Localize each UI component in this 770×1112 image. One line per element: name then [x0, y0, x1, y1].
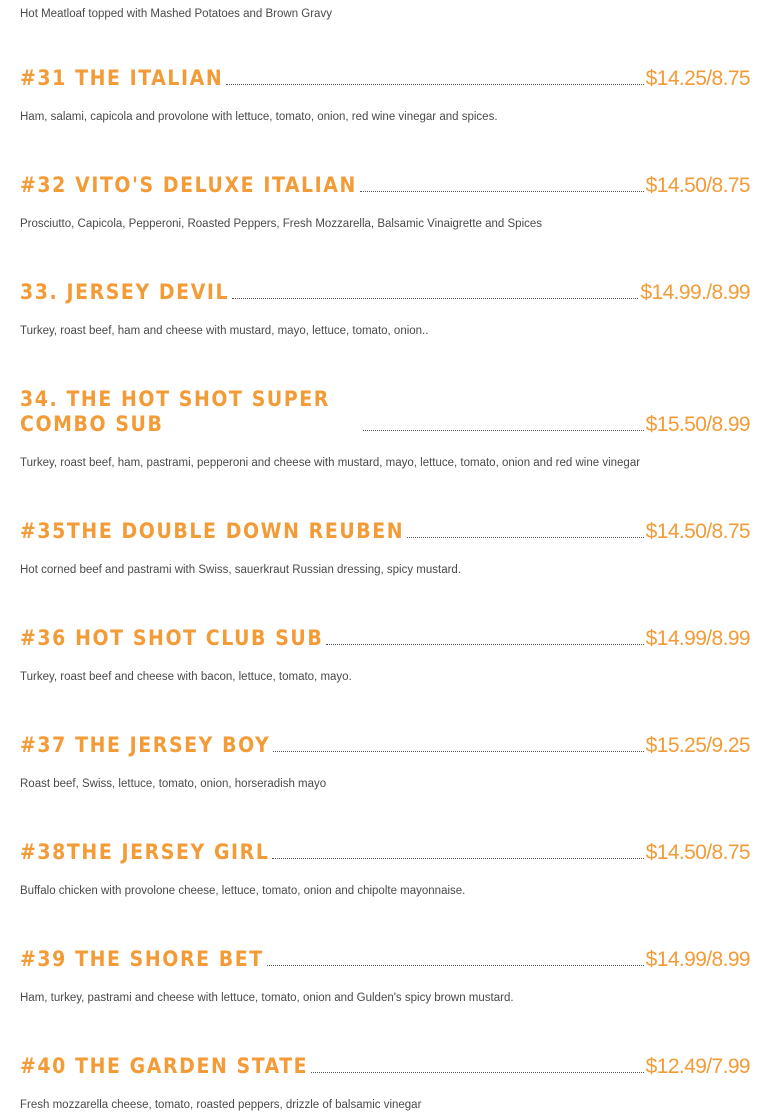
menu-item-header: [20, 173, 750, 198]
menu-item-description: Turkey, roast beef, ham, pastrami, pepperoni and cheese with mustard, mayo, lettuce, tomato, onion and red wine vinegar: [20, 457, 641, 469]
menu-item-price: $14.50/8.75: [645, 520, 750, 543]
menu-item-31: [20, 66, 750, 123]
menu-item-price: $14.50/8.75: [645, 841, 750, 864]
dotted-leader: [232, 298, 638, 299]
menu-item-price: $15.25/9.25: [645, 734, 750, 757]
menu-item-description: Fresh mozzarella cheese, tomato, roasted peppers, drizzle of balsamic vinegar: [20, 1099, 422, 1111]
menu-item-header: [20, 66, 750, 91]
menu-item-37: [20, 733, 750, 790]
dotted-leader: [311, 1072, 643, 1073]
menu-item-title: #36 HOT SHOT CLUB SUB: [20, 626, 324, 650]
menu-item-title: 33. JERSEY DEVIL: [20, 280, 230, 304]
dotted-leader: [273, 751, 643, 752]
menu-item-32: [20, 173, 750, 230]
menu-item-description: Roast beef, Swiss, lettuce, tomato, onion, horseradish mayo: [20, 778, 327, 790]
menu-item-description: Prosciutto, Capicola, Pepperoni, Roasted Peppers, Fresh Mozzarella, Balsamic Vinaigrette and Spices: [20, 218, 543, 230]
menu-item-header: [20, 1054, 750, 1079]
menu-item-description: Ham, turkey, pastrami and cheese with lettuce, tomato, onion and Gulden's spicy brown mustard.: [20, 992, 514, 1004]
previous-item-description: Hot Meatloaf topped with Mashed Potatoes and Brown Gravy: [20, 8, 332, 20]
menu-item-price: $14.25/8.75: [645, 67, 750, 90]
menu-item-header: [20, 733, 750, 758]
menu-item-title: #40 THE GARDEN STATE: [20, 1054, 309, 1078]
menu-item-title: #37 THE JERSEY BOY: [20, 733, 271, 757]
menu-item-36: [20, 626, 750, 683]
dotted-leader: [267, 965, 644, 966]
menu-item-title: #31 THE ITALIAN: [20, 66, 224, 90]
menu-item-title: #32 VITO'S DELUXE ITALIAN: [20, 173, 357, 197]
menu-item-title: #35THE DOUBLE DOWN REUBEN: [20, 519, 405, 543]
menu-item-description: Ham, salami, capicola and provolone with lettuce, tomato, onion, red wine vinegar and spices.: [20, 111, 498, 123]
menu-item-40: [20, 1054, 750, 1111]
menu-item-description: Hot corned beef and pastrami with Swiss, sauerkraut Russian dressing, spicy mustard.: [20, 564, 462, 576]
dotted-leader: [360, 191, 644, 192]
menu-item-price: $14.99/8.99: [645, 948, 750, 971]
menu-item-header: [20, 947, 750, 972]
menu-item-description: Buffalo chicken with provolone cheese, lettuce, tomato, onion and chipolte mayonnaise.: [20, 885, 466, 897]
menu-item-price: $14.99./8.99: [640, 281, 750, 304]
menu-item-34: [20, 387, 750, 469]
menu-item-header: [20, 387, 750, 437]
dotted-leader: [226, 84, 643, 85]
dotted-leader: [407, 537, 643, 538]
menu-item-price: $15.50/8.99: [645, 413, 750, 436]
menu-item-price: $12.49/7.99: [645, 1055, 750, 1078]
dotted-leader: [363, 430, 644, 431]
menu-item-38: [20, 840, 750, 897]
menu-item-39: [20, 947, 750, 1004]
dotted-leader: [326, 644, 643, 645]
menu-item-header: [20, 280, 750, 305]
menu-item-header: [20, 519, 750, 544]
menu-item-description: Turkey, roast beef and cheese with bacon, lettuce, tomato, mayo.: [20, 671, 352, 683]
menu-item-title: #39 THE SHORE BET: [20, 947, 264, 971]
menu-item-header: [20, 840, 750, 865]
dotted-leader: [272, 858, 643, 859]
menu-item-title: #38THE JERSEY GIRL: [20, 840, 270, 864]
menu-item-33: [20, 280, 750, 337]
menu-item-price: $14.99/8.99: [645, 627, 750, 650]
menu-item-header: [20, 626, 750, 651]
menu-item-title: 34. THE HOT SHOT SUPER COMBO SUB: [20, 387, 330, 436]
menu-item-description: Turkey, roast beef, ham and cheese with mustard, mayo, lettuce, tomato, onion..: [20, 325, 429, 337]
menu-item-price: $14.50/8.75: [645, 174, 750, 197]
menu-item-35: [20, 519, 750, 576]
